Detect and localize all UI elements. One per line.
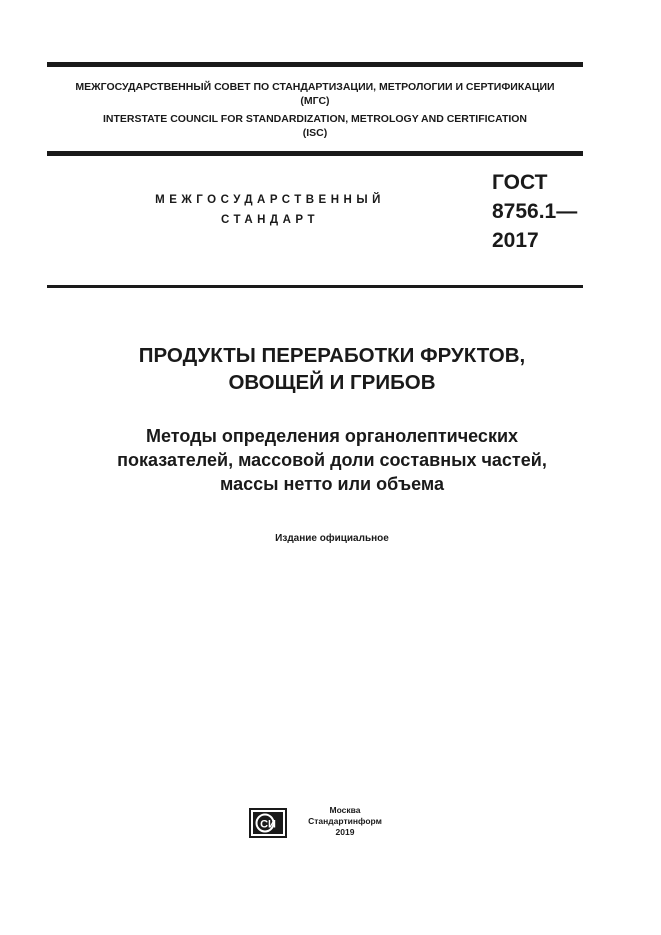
council-ru-line2: (МГС)	[300, 95, 330, 107]
logo-text: СИ	[260, 818, 276, 831]
document-title	[47, 342, 617, 396]
title-sub-line1: Методы определения органолептических	[145, 426, 519, 446]
standard-kind	[100, 190, 440, 230]
publisher-city: Москва	[329, 805, 361, 815]
standard-kind-line1: МЕЖГОСУДАРСТВЕННЫЙ	[155, 194, 385, 206]
publisher-name: Стандартинформ	[308, 816, 382, 826]
top-rule	[47, 62, 583, 67]
standartinform-logo-icon	[249, 808, 287, 838]
publisher-block	[290, 805, 400, 838]
gost-label: ГОСТ	[492, 171, 548, 194]
gost-year: 2017	[492, 229, 539, 252]
designation-bottom-rule	[47, 285, 583, 288]
council-en	[47, 112, 583, 140]
council-en-line2: (ISC)	[302, 127, 328, 139]
title-sub-line2: показателей, массовой доли составных частей,	[117, 450, 547, 470]
title-sub-line3: массы нетто или объема	[220, 474, 444, 494]
document-subtitle	[47, 424, 617, 496]
header-bottom-rule	[47, 151, 583, 156]
publisher-year: 2019	[335, 827, 355, 837]
standard-kind-line2: СТАНДАРТ	[221, 214, 319, 226]
gost-designation	[492, 168, 577, 255]
edition-note: Издание официальное	[275, 533, 389, 544]
title-main-line2: ОВОЩЕЙ И ГРИБОВ	[228, 371, 436, 394]
council-en-line1: INTERSTATE COUNCIL FOR STANDARDIZATION, METROLOGY AND CERTIFICATION	[102, 113, 528, 125]
council-ru	[47, 80, 583, 108]
gost-number: 8756.1—	[492, 200, 578, 223]
council-ru-line1: МЕЖГОСУДАРСТВЕННЫЙ СОВЕТ ПО СТАНДАРТИЗАЦИИ, МЕТРОЛОГИИ И СЕРТИФИКАЦИИ	[75, 81, 555, 93]
title-main-line1: ПРОДУКТЫ ПЕРЕРАБОТКИ ФРУКТОВ,	[138, 344, 526, 367]
